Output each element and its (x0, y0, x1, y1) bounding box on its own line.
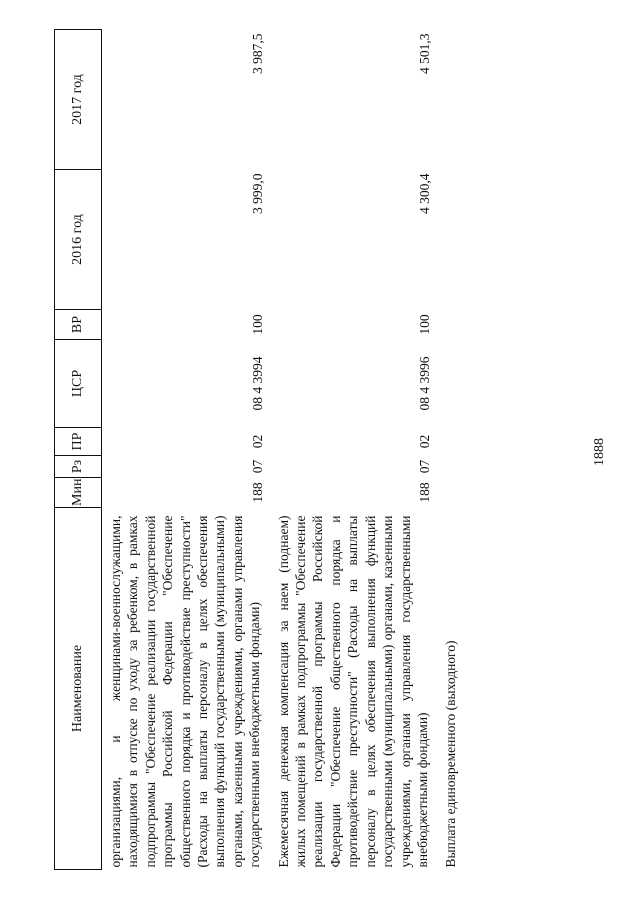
row-vr (437, 310, 465, 340)
row-name: Ежемесячная денежная компенсация за наем (поднаем) жилых помещений в рамках подпрограммы "Обеспечение реализации государственной программы Российской Федерации "Обеспечение общественного порядка и противодействие преступности" (Расходы на выплаты персоналу в целях обеспечения выполнения функций государственными (муниципальными) органами, казенными учреждениями, органами управления государственными внебюджетными фондами) (275, 515, 430, 868)
header-2016: 2016 год (55, 170, 102, 310)
table-row (102, 30, 270, 870)
row-2017: 4 501,3 (417, 33, 433, 74)
table-row (437, 30, 465, 870)
row-pr: 02 (249, 434, 265, 449)
budget-table (54, 29, 466, 870)
row-min: 188 (417, 482, 433, 503)
row-csr: 08 4 3994 (249, 356, 265, 411)
header-name: Наименование (55, 508, 102, 870)
header-vr: ВР (55, 310, 102, 340)
row-rz: 07 (417, 459, 433, 474)
page-number: 1888 (592, 438, 607, 466)
table-row (270, 30, 438, 870)
row-vr: 100 (417, 314, 433, 335)
row-2017: 3 987,5 (249, 33, 265, 74)
table-header-row (55, 30, 102, 870)
header-pr: ПР (55, 428, 102, 456)
rotated-table-sheet (54, 30, 590, 870)
row-csr: 08 4 3996 (417, 356, 433, 411)
row-min (437, 478, 465, 508)
row-csr (437, 340, 465, 428)
row-name: организациями, и женщинами-военнослужащими, находящимися в отпуске по уходу за ребенком, в рамках подпрограммы "Обеспечение реализации государственной программы Российской Федерации "Обеспечение общественного порядка и противодействие преступности" (Расходы на выплаты персоналу в целях обеспечения выполнения функций государственными (муниципальными) органами, казенными учреждениями, органами управления государственными внебюджетными фондами) (108, 515, 263, 868)
header-2017: 2017 год (55, 30, 102, 170)
row-rz: 07 (249, 459, 265, 474)
row-2016 (437, 170, 465, 310)
row-2016: 4 300,4 (417, 173, 433, 214)
row-2017 (437, 30, 465, 170)
header-min: Мин (55, 478, 102, 508)
row-rz (437, 456, 465, 478)
row-vr: 100 (249, 314, 265, 335)
row-name: Выплата единовременного (выходного) (443, 640, 459, 868)
row-pr: 02 (417, 434, 433, 449)
row-min: 188 (249, 482, 265, 503)
header-csr: ЦСР (55, 340, 102, 428)
row-pr (437, 428, 465, 456)
row-2016: 3 999,0 (249, 173, 265, 214)
header-rz: Рз (55, 456, 102, 478)
